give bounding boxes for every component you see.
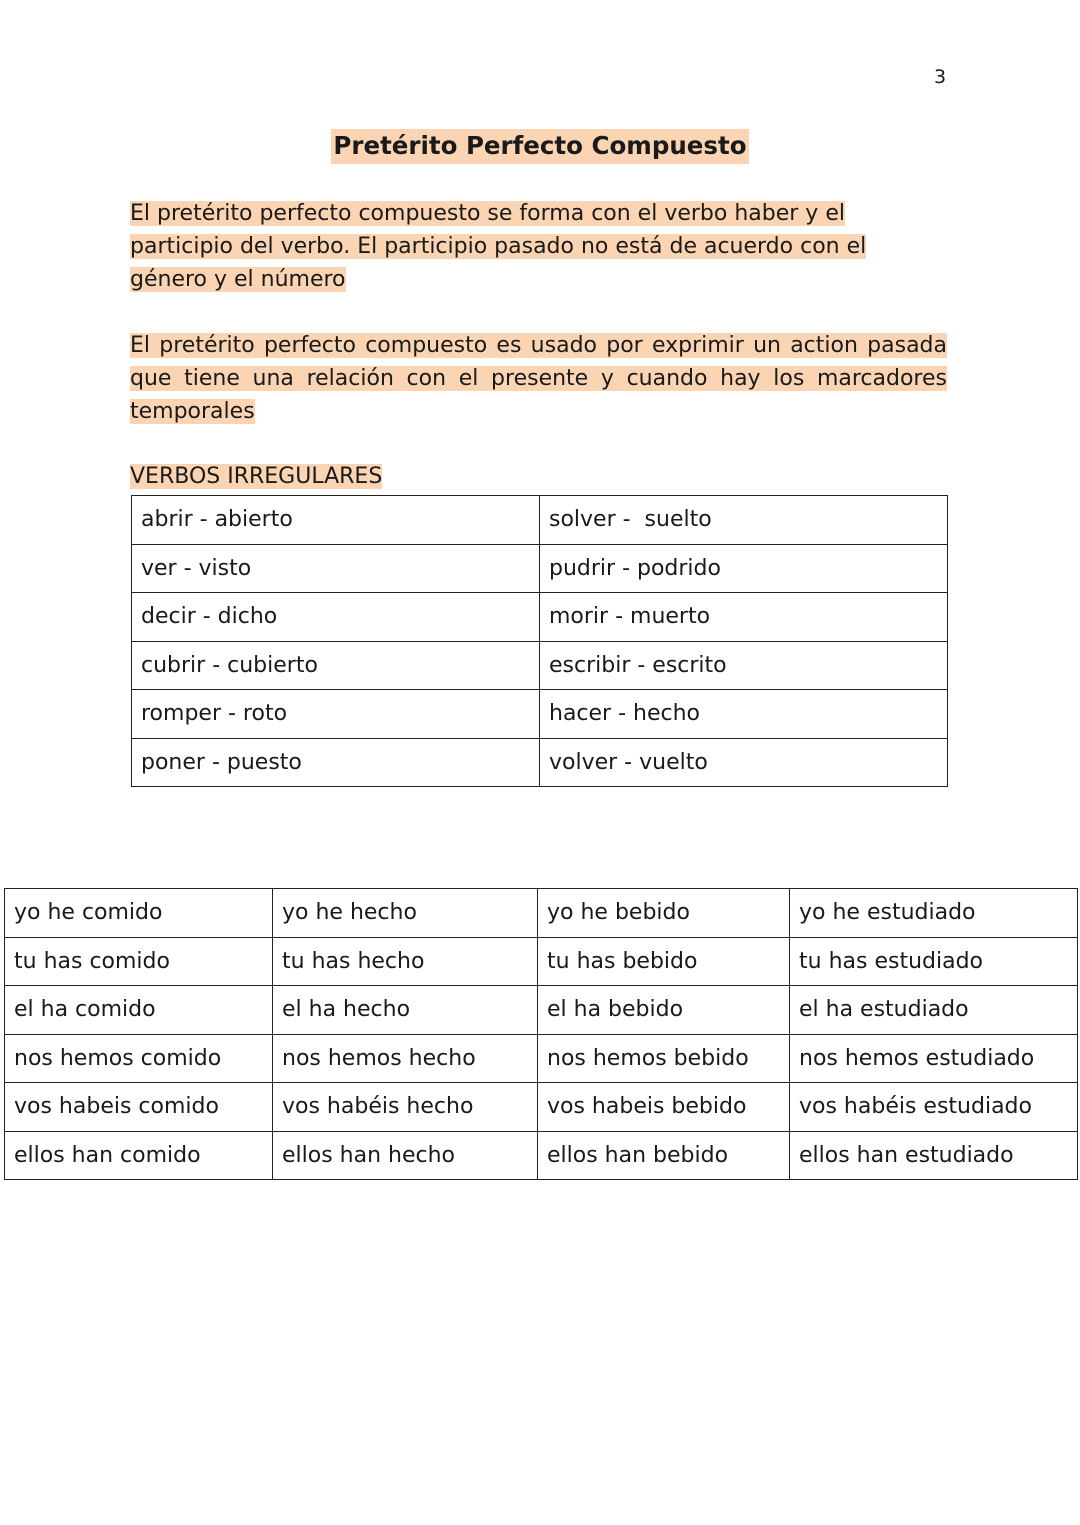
table-row	[132, 738, 948, 787]
irregular-verb-cell: abrir - abierto	[132, 496, 540, 545]
conjugation-cell: yo he hecho	[273, 889, 538, 938]
page-number: 3	[934, 66, 947, 88]
conjugation-cell: tu has comido	[5, 937, 273, 986]
irregular-verbs-heading	[130, 460, 382, 493]
irregular-verbs-heading-text: VERBOS IRREGULARES	[130, 464, 383, 489]
irregular-verb-cell: decir - dicho	[132, 593, 540, 642]
conjugation-table	[4, 888, 1078, 1180]
conjugation-cell: yo he estudiado	[790, 889, 1078, 938]
table-row	[5, 889, 1078, 938]
table-row	[5, 986, 1078, 1035]
conjugation-cell: yo he bebido	[538, 889, 790, 938]
irregular-verb-cell: poner - puesto	[132, 738, 540, 787]
irregular-verb-cell: hacer - hecho	[540, 690, 948, 739]
table-row	[132, 641, 948, 690]
definition-text: El pretérito perfecto compuesto se forma con el verbo haber y el participio del verbo. El participio pasado no está de acuerdo con el género y el número	[130, 201, 867, 292]
usage-text: El pretérito perfecto compuesto es usado por exprimir un action pasada que tiene una relación con el presente y cuando hay los marcadores temporales	[130, 333, 947, 424]
irregular-verb-cell: pudrir - podrido	[540, 544, 948, 593]
conjugation-cell: el ha comido	[5, 986, 273, 1035]
irregular-verb-cell: ver - visto	[132, 544, 540, 593]
conjugation-cell: el ha bebido	[538, 986, 790, 1035]
usage-paragraph	[130, 329, 947, 428]
conjugation-cell: vos habéis hecho	[273, 1083, 538, 1132]
conjugation-cell: nos hemos estudiado	[790, 1034, 1078, 1083]
table-row	[132, 544, 948, 593]
table-row	[132, 496, 948, 545]
table-row	[5, 1083, 1078, 1132]
irregular-verb-cell: volver - vuelto	[540, 738, 948, 787]
irregular-verb-cell: cubrir - cubierto	[132, 641, 540, 690]
conjugation-cell: tu has hecho	[273, 937, 538, 986]
conjugation-cell: nos hemos hecho	[273, 1034, 538, 1083]
conjugation-cell: ellos han bebido	[538, 1131, 790, 1180]
conjugation-cell: ellos han estudiado	[790, 1131, 1078, 1180]
conjugation-cell: nos hemos bebido	[538, 1034, 790, 1083]
conjugation-cell: yo he comido	[5, 889, 273, 938]
table-row	[5, 1034, 1078, 1083]
conjugation-cell: vos habéis estudiado	[790, 1083, 1078, 1132]
conjugation-cell: vos habeis comido	[5, 1083, 273, 1132]
table-row	[132, 690, 948, 739]
irregular-verb-cell: romper - roto	[132, 690, 540, 739]
conjugation-cell: nos hemos comido	[5, 1034, 273, 1083]
title-container	[0, 128, 1080, 164]
conjugation-cell: ellos han comido	[5, 1131, 273, 1180]
page-title: Pretérito Perfecto Compuesto	[331, 129, 748, 164]
irregular-verbs-table	[131, 495, 948, 787]
irregular-verb-cell: escribir - escrito	[540, 641, 948, 690]
conjugation-cell: el ha estudiado	[790, 986, 1078, 1035]
conjugation-cell: vos habeis bebido	[538, 1083, 790, 1132]
definition-paragraph	[130, 197, 920, 296]
irregular-verb-cell: solver - suelto	[540, 496, 948, 545]
conjugation-cell: el ha hecho	[273, 986, 538, 1035]
table-row	[132, 593, 948, 642]
table-row	[5, 1131, 1078, 1180]
conjugation-cell: ellos han hecho	[273, 1131, 538, 1180]
table-row	[5, 937, 1078, 986]
conjugation-cell: tu has estudiado	[790, 937, 1078, 986]
conjugation-cell: tu has bebido	[538, 937, 790, 986]
irregular-verb-cell: morir - muerto	[540, 593, 948, 642]
